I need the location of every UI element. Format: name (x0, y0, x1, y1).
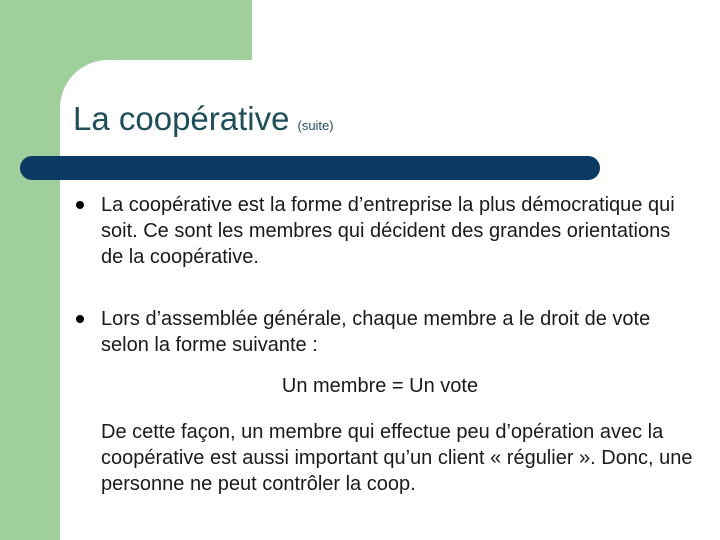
title-suffix: (suite) (297, 118, 334, 133)
bullet-2-dot-icon (76, 315, 84, 323)
vote-formula: Un membre = Un vote (281, 375, 479, 397)
slide-title (73, 100, 334, 138)
title-underline-bar (20, 156, 600, 180)
title-text: La coopérative (73, 100, 290, 137)
explanation-text: De cette façon, un membre qui effectue peu d’opération avec la coopérative est aussi important qu’un client « régulier ». Donc, une personne ne peut contrôler la coop. (101, 421, 693, 495)
bullet-1-text: La coopérative est la forme d’entreprise la plus démocratique qui soit. Ce sont les membres qui décident des grandes orientations de la coopérative. (101, 194, 675, 268)
bullet-2-text: Lors d’assemblée générale, chaque membre a le droit de vote selon la forme suivante : (101, 308, 651, 356)
bullet-1-dot-icon (76, 201, 84, 209)
